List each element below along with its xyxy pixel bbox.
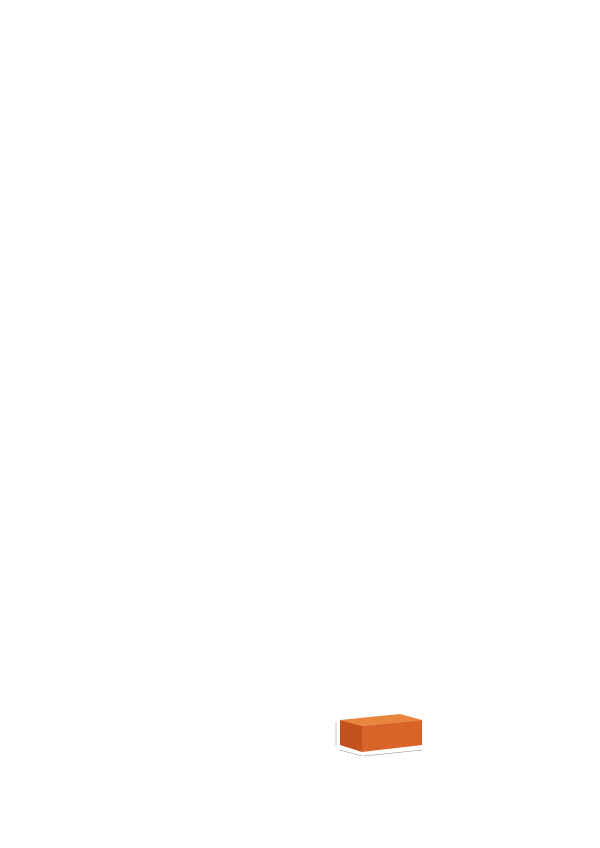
brick-illustration	[318, 712, 428, 764]
dimension-line	[364, 750, 422, 756]
brick-svg	[318, 712, 428, 764]
